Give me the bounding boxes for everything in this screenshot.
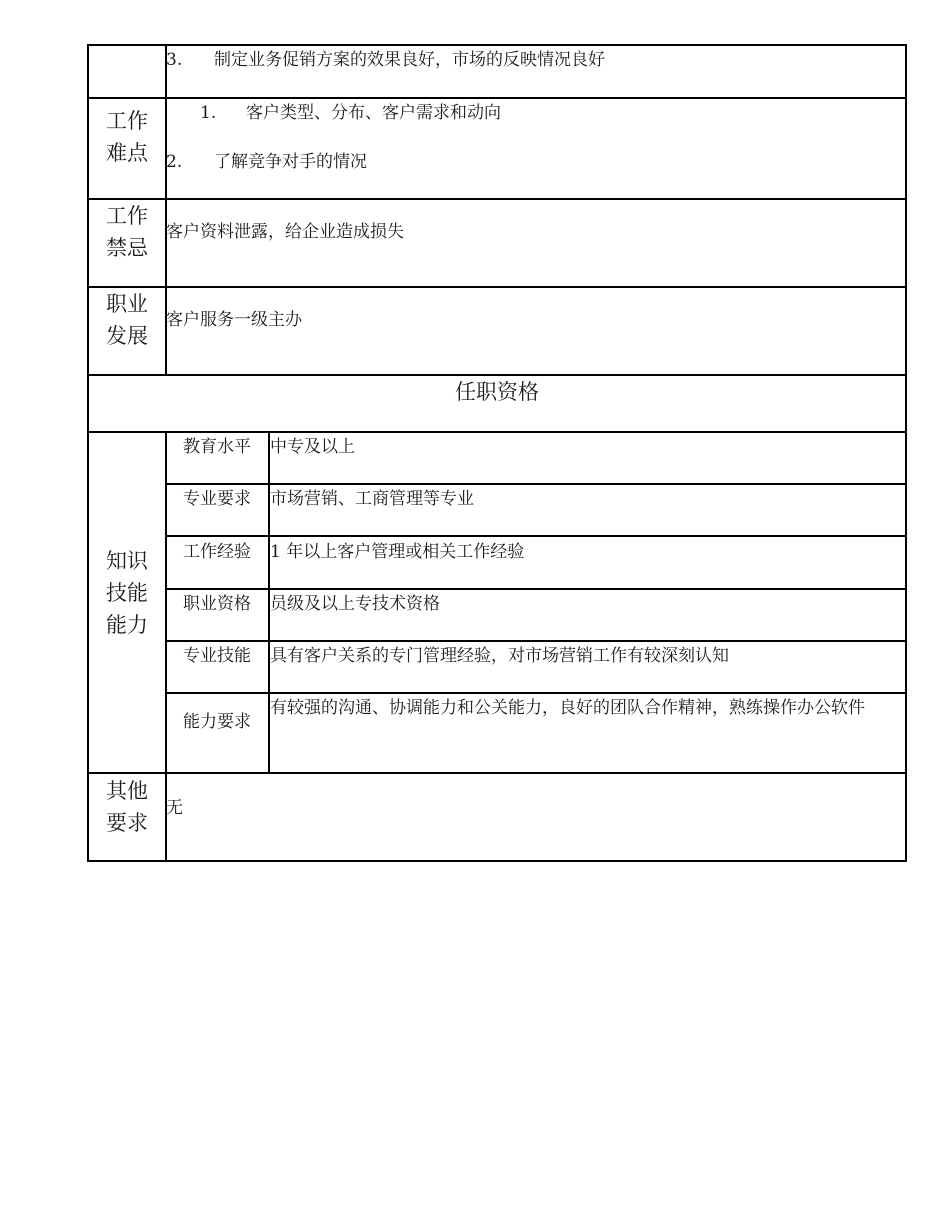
skill-label: 专业技能 xyxy=(183,646,251,666)
skill-value: 具有客户关系的专门管理经验，对市场营销工作有较深刻认知 xyxy=(270,646,729,666)
subrow-divider xyxy=(166,640,907,642)
row-divider xyxy=(87,374,907,376)
list-item-text: 客户类型、分布、客户需求和动向 xyxy=(246,103,501,123)
list-item-number: 1. xyxy=(200,103,217,123)
table-border-right xyxy=(905,44,907,862)
list-item-number: 3. xyxy=(166,50,183,70)
subrow-divider xyxy=(166,692,907,694)
row-divider xyxy=(87,198,907,200)
subrow-divider xyxy=(166,535,907,537)
experience-label: 工作经验 xyxy=(183,542,251,562)
career-text: 客户服务一级主办 xyxy=(166,310,302,330)
knowledge-label: 知识 技能 能力 xyxy=(106,549,148,637)
experience-value: 1 年以上客户管理或相关工作经验 xyxy=(270,542,525,562)
subrow-divider xyxy=(166,588,907,590)
difficulty-label: 工作 难点 xyxy=(106,109,148,165)
table-border-bottom xyxy=(87,860,907,862)
ability-value: 有较强的沟通、协调能力和公关能力，良好的团队合作精神，熟练操作办公软件 xyxy=(270,698,865,718)
major-label: 专业要求 xyxy=(183,489,251,509)
list-item-number: 2. xyxy=(166,152,183,172)
row-divider xyxy=(87,772,907,774)
major-value: 市场营销、工商管理等专业 xyxy=(270,489,474,509)
other-text: 无 xyxy=(166,798,183,818)
row-divider xyxy=(87,431,907,433)
education-value: 中专及以上 xyxy=(270,437,355,457)
taboo-label: 工作 禁忌 xyxy=(106,204,148,260)
career-label: 职业 发展 xyxy=(106,292,148,348)
education-label: 教育水平 xyxy=(183,437,251,457)
certification-label: 职业资格 xyxy=(183,594,251,614)
ability-label: 能力要求 xyxy=(183,712,251,732)
taboo-text: 客户资料泄露，给企业造成损失 xyxy=(166,222,404,242)
list-item-text: 制定业务促销方案的效果良好，市场的反映情况良好 xyxy=(214,50,605,70)
other-label: 其他 要求 xyxy=(106,779,148,835)
qualification-section-title: 任职资格 xyxy=(455,380,539,404)
table-border-top xyxy=(87,44,907,46)
list-item-text: 了解竞争对手的情况 xyxy=(214,152,367,172)
certification-value: 员级及以上专技术资格 xyxy=(270,594,440,614)
row-divider xyxy=(87,286,907,288)
row-divider xyxy=(87,97,907,99)
subrow-divider xyxy=(166,483,907,485)
